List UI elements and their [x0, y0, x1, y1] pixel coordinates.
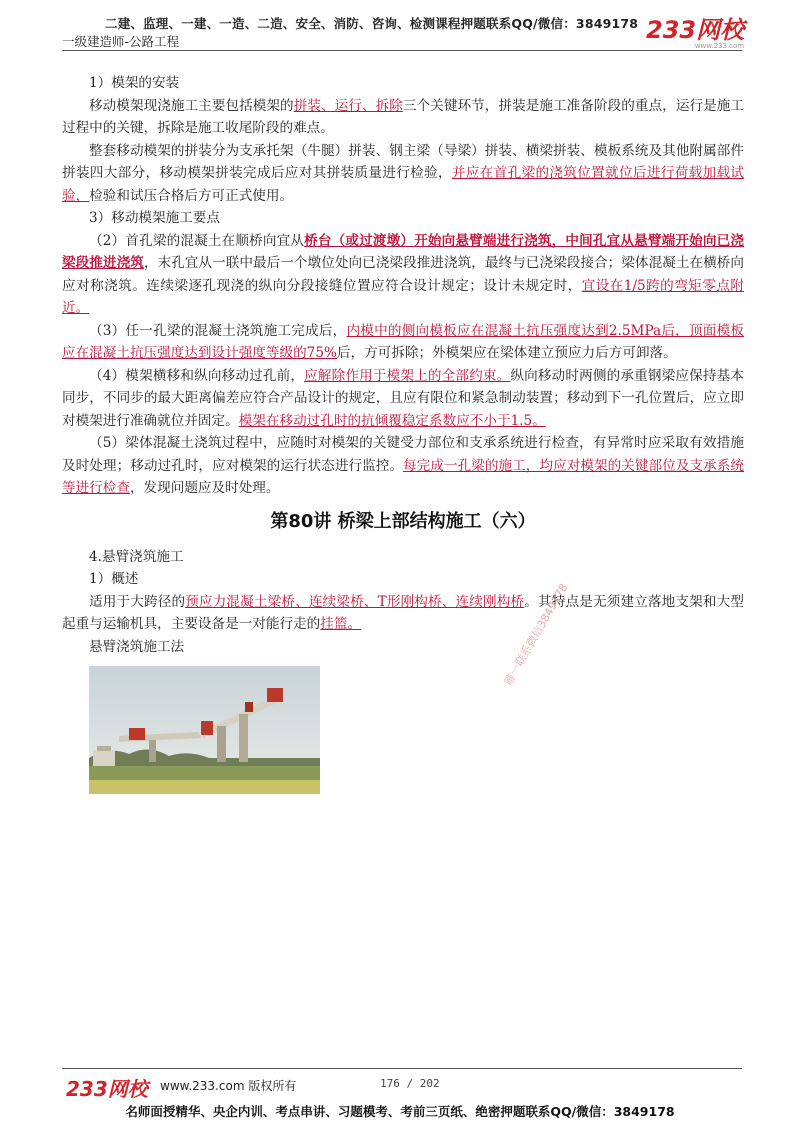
highlighted-text: 模架在移动过孔时的抗倾覆稳定系数应不小于1.5。 — [238, 412, 546, 429]
paragraph — [62, 95, 744, 140]
text-run: （2）首孔梁的混凝土在顺桥向宜从 — [89, 232, 305, 249]
document-body — [62, 72, 744, 802]
text-run: ，末孔宜从一联中最后一个墩位处向已浇梁段推进浇筑，最终与已浇梁段接合；梁体混凝土在横桥向应对称浇筑。连续梁逐孔现浇的纵向分段接缝位置应符合设计规定；设计未规定时， — [62, 255, 745, 294]
text-run: 后，方可拆除；外模架应在梁体建立预应力后方可卸落。 — [336, 345, 677, 361]
highlighted-text: 并应在首孔梁的浇筑位置就位后进行荷载加载试验， — [62, 165, 745, 204]
footer-copyright: www.233.com 版权所有 — [160, 1079, 297, 1093]
text-run: 移动模架现浇施工主要包括模架的 — [89, 97, 294, 114]
text-run: 整套移动模架的拼装分为支承托架（牛腿）拼装、钢主梁（导梁）拼装、横梁拼装、模板系统及其他附属部件拼装四大部分，移动模架拼装完成后应对其拼装质量进行检验， — [62, 142, 744, 181]
footer-logo[interactable]: 233网校 — [66, 1077, 148, 1101]
heading-cantilever: 4.悬臂浇筑施工 — [89, 548, 184, 565]
text-run: 检验和试压合格后方可正式使用。 — [89, 187, 294, 204]
figure-caption: 悬臂浇筑施工法 — [89, 638, 185, 655]
header-divider — [62, 50, 742, 51]
highlighted-text: 应解除作用于模架上的全部约束。 — [304, 367, 511, 384]
text-run: ，发现问题应及时处理。 — [129, 480, 280, 496]
text-run: （4）模架横移和纵向移动过孔前， — [89, 367, 305, 384]
logo-text: 233网校 — [646, 16, 745, 44]
bridge-photo — [89, 666, 320, 794]
heading-construction-points: 3）移动模架施工要点 — [89, 210, 220, 226]
text-run: 适用于大跨径的 — [89, 593, 186, 610]
footer-divider — [62, 1068, 742, 1069]
highlighted-text: 每完成一孔梁的施工，均应对模架的关键部位及支承系统等进行检查 — [62, 457, 745, 496]
text-run: 。其特点是无须建立落地支架和大型起重与运输机具，主要设备是一对能行走的 — [62, 593, 744, 632]
logo-url: www.233.com — [694, 42, 745, 50]
highlighted-text: 挂篮。 — [320, 616, 362, 632]
highlighted-text: 内模中的侧向模板应在混凝土抗压强度达到2.5MPa后，顶面模板应在混凝土抗压强度达到设计强度等级的75% — [62, 322, 744, 361]
page-number: 176 / 202 — [380, 1077, 440, 1090]
highlighted-text: 桥台（或过渡墩）开始向悬臂端进行浇筑，中间孔宜从悬臂端开始向已浇梁段推进浇筑 — [62, 232, 744, 271]
header-ad-line: 二建、监理、一建、一造、二造、安全、消防、咨询、检测课程押题联系QQ/微信：3849178 — [105, 16, 639, 31]
heading-overview: 1）概述 — [89, 571, 139, 587]
heading-formwork-install: 1）模架的安装 — [89, 75, 180, 91]
paragraph — [62, 230, 744, 320]
header-subtitle: 一级建造师-公路工程 — [62, 34, 180, 49]
highlighted-text: 预应力混凝土梁桥、连续梁桥、T形刚构桥、连续刚构桥 — [185, 593, 525, 610]
watermark: 唯一联系微信3849178 — [501, 581, 571, 688]
paragraph — [62, 365, 744, 433]
section-title: 第80讲 桥梁上部结构施工（六） — [270, 510, 536, 532]
text-run: （5）梁体混凝土浇筑过程中，应随时对模架的关键受力部位和支承系统进行检查，有异常时应采取有效措施及时处理；移动过孔时，应对模架的运行状态进行监控。 — [62, 435, 744, 474]
text-run: 纵向移动时两侧的承重钢梁应保持基本同步，不同步的最大距离偏差应符合产品设计的规定，且应有限位和紧急制动装置；移动到下一孔位置后，应立即对模架进行准确就位并固定。 — [62, 367, 744, 429]
paragraph — [62, 320, 744, 365]
brand-logo[interactable] — [646, 18, 744, 50]
text-run: 三个关键环节，拼装是施工准备阶段的重点，运行是施工过程中的关键，拆除是施工收尾阶段的难点。 — [62, 97, 745, 136]
paragraph — [62, 140, 744, 208]
paragraph — [62, 591, 744, 636]
text-run: （3）任一孔梁的混凝土浇筑施工完成后， — [89, 322, 347, 339]
highlighted-text: 宜设在1/5跨的弯矩零点附近。 — [62, 277, 744, 316]
footer-ad-line: 名师面授精华、央企内训、考点串讲、习题模考、考前三页纸、绝密押题联系QQ/微信：3849178 — [125, 1104, 675, 1119]
paragraph — [62, 432, 744, 500]
highlighted-text: 拼装、运行、拆除 — [293, 97, 403, 114]
